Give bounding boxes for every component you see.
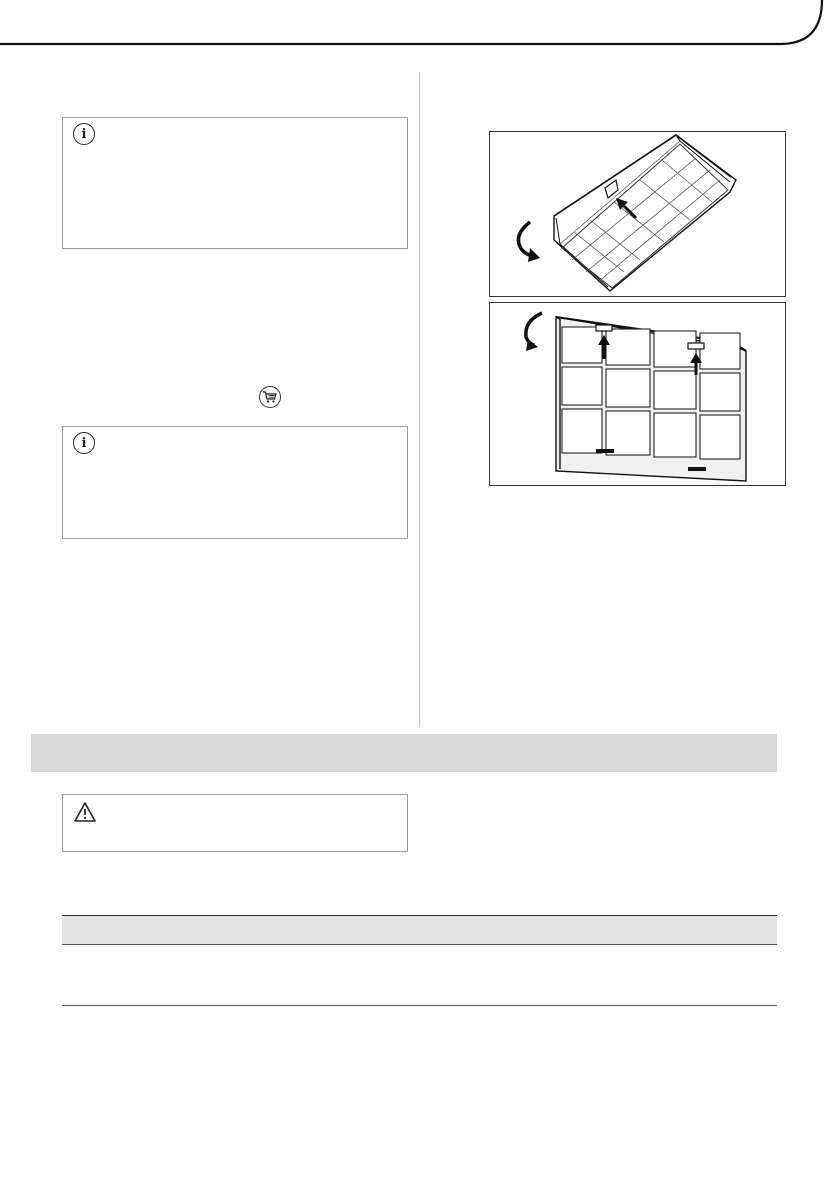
info-icon: i (73, 123, 95, 145)
info-note-box (62, 426, 408, 539)
filter-removal-front-illustration (489, 302, 786, 486)
warning-note-box (62, 794, 408, 852)
warning-triangle-icon (73, 801, 97, 823)
table-row (62, 946, 777, 1006)
filter-removal-tilt-illustration (489, 131, 786, 297)
section-heading-band (31, 734, 777, 772)
table-header (62, 915, 777, 945)
page-corner-mark (0, 0, 839, 60)
column-divider (419, 72, 420, 727)
info-note-box (62, 117, 408, 249)
info-icon: i (73, 432, 95, 454)
shopping-cart-icon (259, 386, 281, 408)
